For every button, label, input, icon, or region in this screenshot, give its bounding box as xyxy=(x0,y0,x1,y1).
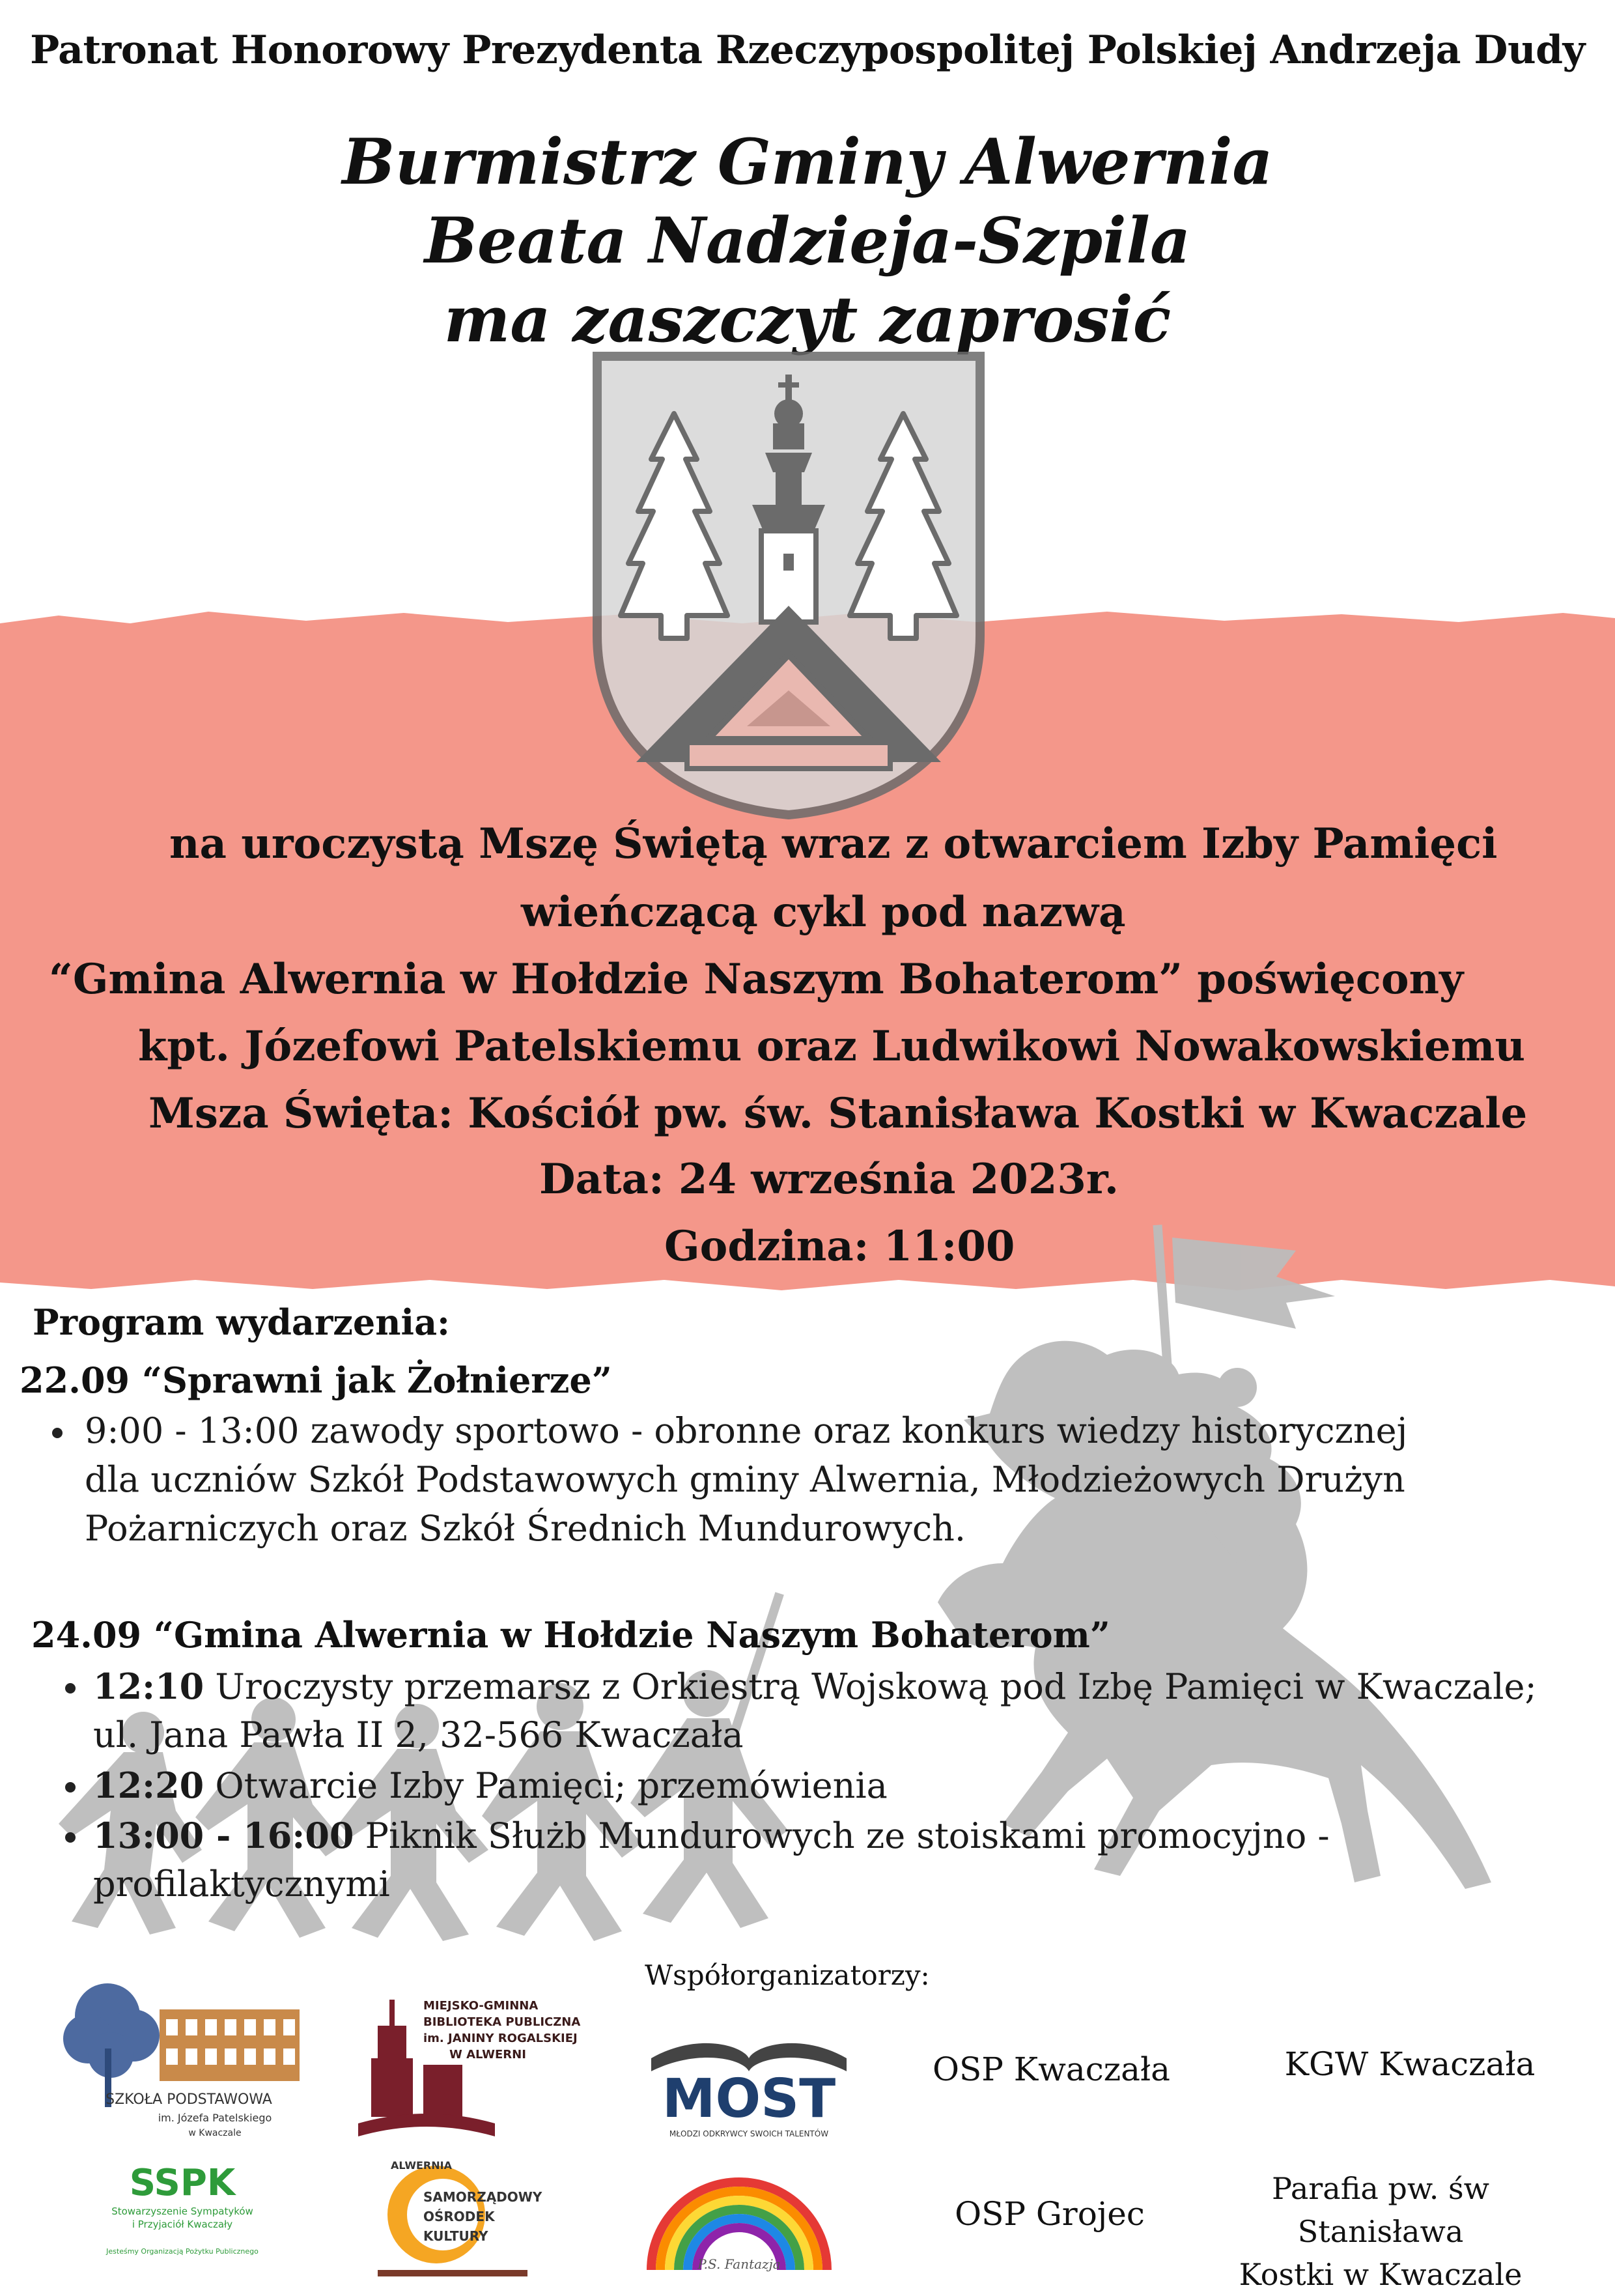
title-line-2: Beata Nadzieja-Szpila xyxy=(424,204,1191,277)
parafia-line-2: Kostki w Kwaczale xyxy=(1239,2257,1523,2292)
bullet-icon xyxy=(65,1683,76,1694)
sspk-text-2: i Przyjaciół Kwaczały xyxy=(132,2218,233,2230)
sspk-logo xyxy=(104,2159,313,2263)
title-line-1: Burmistrz Gminy Alwernia xyxy=(342,125,1273,199)
title-line-3: ma zaszczyt zaprosić xyxy=(443,283,1172,356)
item-text: Otwarcie Izby Pamięci; przemówienia xyxy=(204,1765,888,1806)
item-text: Piknik Służb Mundurowych ze stoiskami promocyjno - xyxy=(354,1815,1330,1856)
sok-text-3: KULTURY xyxy=(423,2228,488,2244)
item-time: 12:10 xyxy=(93,1665,204,1707)
invitation-line-4: kpt. Józefowi Patelskiemu oraz Ludwikowi Nowakowskiemu xyxy=(138,1022,1525,1071)
day2-item-3-line-2: profilaktycznymi xyxy=(93,1864,390,1905)
library-text-4: W ALWERNI xyxy=(449,2048,526,2062)
library-logo xyxy=(352,1987,593,2149)
day2-item-1 xyxy=(93,1665,1537,1707)
osp-kwaczala: OSP Kwaczała xyxy=(933,2050,1170,2088)
coat-of-arms xyxy=(589,348,988,823)
event-date: Data: 24 września 2023r. xyxy=(539,1155,1119,1204)
sspk-text-1: Stowarzyszenie Sympatyków xyxy=(111,2205,253,2217)
most-name: MOST xyxy=(662,2068,836,2130)
school-logo-text-1: SZKOŁA PODSTAWOWA xyxy=(105,2091,272,2108)
day2-title: 24.09 “Gmina Alwernia w Hołdzie Naszym Bohaterom” xyxy=(31,1614,1110,1656)
school-logo xyxy=(62,1977,309,2146)
event-time: Godzina: 11:00 xyxy=(664,1222,1015,1271)
invitation-line-1: na uroczystą Mszę Świętą wraz z otwarciem Izby Pamięci xyxy=(169,819,1498,868)
day2-item-2 xyxy=(93,1765,888,1806)
day2-item-1-line-2: ul. Jana Pawła II 2, 32-566 Kwaczała xyxy=(93,1714,744,1755)
item-time: 13:00 - 16:00 xyxy=(93,1815,354,1856)
day1-title: 22.09 “Sprawni jak Żołnierze” xyxy=(20,1359,612,1401)
sok-text-1: SAMORZĄDOWY xyxy=(423,2189,542,2205)
kgw-kwaczala: KGW Kwaczała xyxy=(1284,2045,1536,2083)
school-logo-text-2: im. Józefa Patelskiego xyxy=(158,2112,272,2124)
item-time: 12:20 xyxy=(93,1765,204,1806)
sok-logo xyxy=(365,2149,560,2280)
patronage-line: Patronat Honorowy Prezydenta Rzeczypospolitej Polskiej Andrzeja Dudy xyxy=(30,27,1585,73)
coorganizers-label: Współorganizatorzy: xyxy=(645,1959,930,1991)
library-text-1: MIEJSKO-GMINNA xyxy=(423,1999,539,2013)
bullet-icon xyxy=(65,1782,76,1793)
day1-item-line-1: 9:00 - 13:00 zawody sportowo - obronne oraz konkurs wiedzy historycznej xyxy=(85,1410,1408,1451)
invitation-line-3: “Gmina Alwernia w Hołdzie Naszym Bohaterom” poświęcony xyxy=(49,955,1464,1004)
program-heading: Program wydarzenia: xyxy=(33,1301,450,1343)
library-text-3: im. JANINY ROGALSKIEJ xyxy=(423,2032,578,2045)
school-logo-text-3: w Kwaczale xyxy=(188,2128,242,2138)
day2-item-3 xyxy=(93,1815,1330,1856)
sspk-name: SSPK xyxy=(129,2162,236,2204)
fantazja-name: P.S. Fantazja xyxy=(697,2256,781,2272)
osp-grojec: OSP Grojec xyxy=(955,2195,1145,2233)
bullet-icon xyxy=(65,1832,76,1843)
item-text: Uroczysty przemarsz z Orkiestrą Wojskową pod Izbę Pamięci w Kwaczale; xyxy=(204,1666,1537,1707)
most-logo xyxy=(645,2019,853,2149)
sspk-text-3: Jesteśmy Organizacją Pożytku Publicznego xyxy=(106,2247,259,2256)
invitation-line-2: wieńczącą cykl pod nazwą xyxy=(521,888,1126,937)
bullet-icon xyxy=(52,1428,63,1438)
day1-item-line-3: Pożarniczych oraz Szkół Średnich Mundurowych. xyxy=(85,1508,966,1549)
library-text-2: BIBLIOTEKA PUBLICZNA xyxy=(423,2015,581,2029)
day1-item-line-2: dla uczniów Szkół Podstawowych gminy Alwernia, Młodzieżowych Drużyn xyxy=(85,1459,1405,1500)
sok-text-2: OŚRODEK xyxy=(423,2209,495,2224)
most-tagline: MŁODZI ODKRYWCY SWOICH TALENTÓW xyxy=(669,2129,829,2138)
parafia xyxy=(1198,2167,1563,2296)
sok-top: ALWERNIA xyxy=(391,2159,452,2172)
mass-location: Msza Święta: Kościół pw. św. Stanisława Kostki w Kwaczale xyxy=(148,1089,1528,1138)
fantazja-logo xyxy=(638,2153,840,2276)
parafia-line-1: Parafia pw. św Stanisława xyxy=(1271,2171,1490,2249)
